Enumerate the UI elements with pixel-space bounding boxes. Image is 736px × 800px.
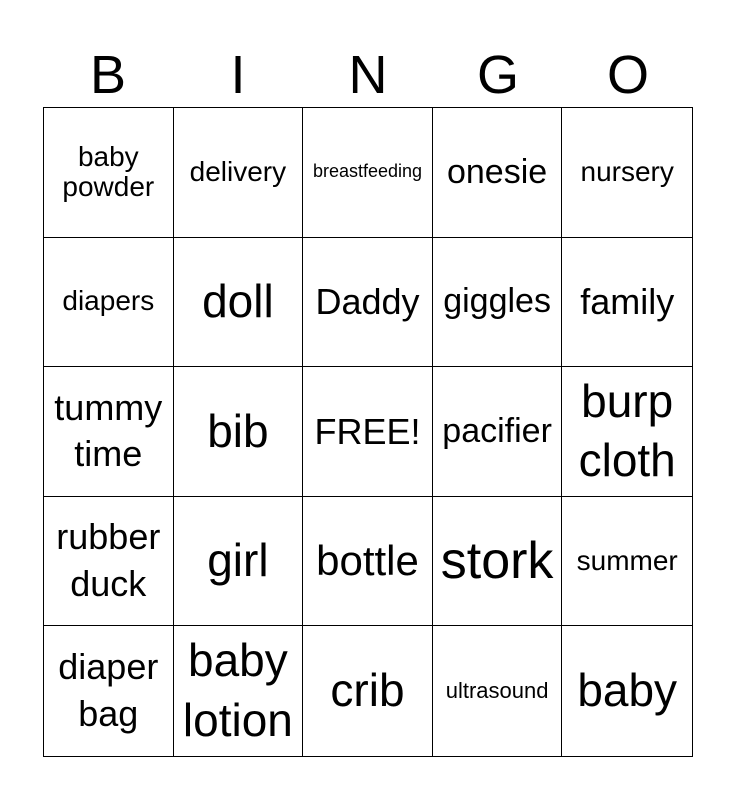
cell-label: giggles — [443, 282, 551, 321]
bingo-cell[interactable] — [44, 238, 174, 368]
bingo-cell[interactable] — [44, 108, 174, 238]
bingo-cell[interactable] — [433, 108, 563, 238]
cell-label: nursery — [580, 155, 674, 187]
bingo-header — [43, 42, 693, 108]
cell-label: tummy time — [54, 386, 163, 475]
cell-label: diaper bag — [58, 646, 159, 735]
bingo-cell[interactable] — [562, 238, 692, 368]
cell-label: ultrasound — [445, 678, 549, 704]
cell-label: breastfeeding — [312, 161, 423, 182]
header-letter-i: I — [230, 45, 246, 105]
bingo-cell[interactable] — [44, 626, 174, 756]
bingo-cell[interactable] — [174, 497, 304, 627]
cell-label: pacifier — [442, 411, 552, 450]
cell-label: burp cloth — [578, 374, 676, 487]
bingo-cell[interactable] — [562, 497, 692, 627]
header-letter-g: G — [476, 45, 519, 105]
bingo-cell[interactable] — [433, 238, 563, 368]
cell-label: stork — [440, 531, 554, 590]
bingo-cell[interactable] — [433, 497, 563, 627]
bingo-cell[interactable] — [562, 626, 692, 756]
cell-label: baby — [577, 664, 678, 717]
cell-label: summer — [576, 544, 678, 576]
header-letter-n: N — [348, 45, 388, 105]
bingo-cell[interactable] — [174, 626, 304, 756]
header-letter-o: O — [606, 45, 649, 105]
cell-label: bottle — [316, 537, 419, 584]
bingo-cell[interactable] — [44, 367, 174, 497]
bingo-cell[interactable] — [562, 367, 692, 497]
cell-label: girl — [207, 534, 269, 587]
cell-label: FREE! — [314, 410, 421, 452]
bingo-cell[interactable] — [174, 367, 304, 497]
cell-label: family — [580, 281, 675, 323]
cell-label: onesie — [446, 152, 548, 191]
bingo-cell[interactable] — [174, 108, 304, 238]
bingo-cell[interactable] — [303, 238, 433, 368]
bingo-cell[interactable] — [303, 108, 433, 238]
bingo-cell[interactable] — [174, 238, 304, 368]
cell-label: rubber duck — [56, 516, 161, 605]
bingo-cell[interactable] — [433, 367, 563, 497]
cell-label: Daddy — [315, 281, 420, 323]
bingo-cell[interactable] — [303, 497, 433, 627]
cell-label: delivery — [189, 155, 287, 187]
bingo-cell[interactable] — [303, 367, 433, 497]
cell-label: baby powder — [62, 140, 155, 203]
cell-label: doll — [202, 274, 274, 327]
bingo-cell[interactable] — [562, 108, 692, 238]
bingo-board — [43, 107, 693, 757]
bingo-cell[interactable] — [433, 626, 563, 756]
bingo-cell[interactable] — [44, 497, 174, 627]
cell-label: crib — [330, 664, 405, 717]
bingo-cell[interactable] — [303, 626, 433, 756]
cell-label: diapers — [62, 285, 155, 317]
header-letter-b: B — [89, 45, 127, 105]
cell-label: baby lotion — [182, 634, 293, 747]
cell-label: bib — [207, 404, 269, 457]
